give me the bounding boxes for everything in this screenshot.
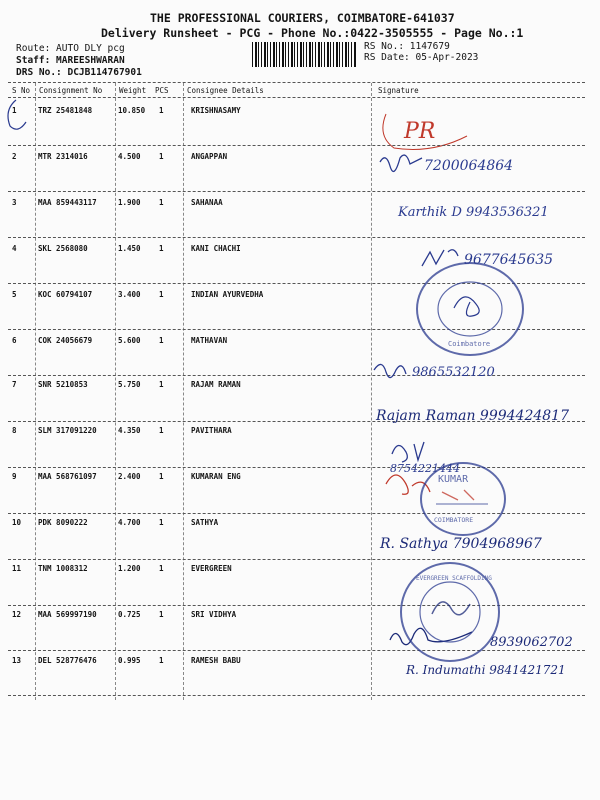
row-sno: 4 xyxy=(12,244,17,253)
row-pcs: 1 xyxy=(159,518,164,527)
row-divider xyxy=(8,237,585,238)
row-weight: 10.850 xyxy=(118,106,146,115)
handwritten-mark xyxy=(2,96,34,136)
header-bottom-rule xyxy=(8,97,585,98)
row-weight: 1.900 xyxy=(118,198,141,207)
table-row xyxy=(0,462,600,518)
rs-date: RS Date: 05-Apr-2023 xyxy=(364,52,479,63)
row-sno: 6 xyxy=(12,336,17,345)
row-consignee: SRI VIDHYA xyxy=(191,610,237,619)
row-pcs: 1 xyxy=(159,336,164,345)
row-weight: 1.200 xyxy=(118,564,141,573)
seal-text: COIMBATORE xyxy=(434,516,474,524)
table-row xyxy=(0,518,600,564)
row-consignment: MAA 569997190 xyxy=(38,610,97,619)
table-top-rule xyxy=(8,82,585,83)
row-consignment: PDK 8090222 xyxy=(38,518,88,527)
row-consignment: SNR 5210853 xyxy=(38,380,88,389)
row-weight: 3.400 xyxy=(118,290,141,299)
row-consignee: KUMARAN ENG xyxy=(191,472,241,481)
row-consignment: MTR 2314016 xyxy=(38,152,88,161)
runsheet-title: Delivery Runsheet - PCG - Phone No.:0422-3505555 - Page No.:1 xyxy=(101,26,524,40)
row-divider xyxy=(8,695,585,696)
row-weight: 5.600 xyxy=(118,336,141,345)
row-pcs: 1 xyxy=(159,610,164,619)
row-sno: 5 xyxy=(12,290,17,299)
signature-text: 9677645635 xyxy=(464,252,554,268)
row-weight: 1.450 xyxy=(118,244,141,253)
row-consignee: PAVITHARA xyxy=(191,426,232,435)
signature-text: PR xyxy=(404,119,436,144)
row-consignee: RAMESH BABU xyxy=(191,656,241,665)
seal-icon xyxy=(418,264,522,354)
seal-text: KUMAR xyxy=(438,474,469,485)
col-sno: S No xyxy=(12,86,31,95)
rs-number: RS No.: 1147679 xyxy=(364,41,450,52)
row-consignee: SATHYA xyxy=(191,518,219,527)
signature-text: 9865532120 xyxy=(412,365,495,380)
row-consignment: TNM 1008312 xyxy=(38,564,88,573)
row-weight: 4.350 xyxy=(118,426,141,435)
signature-text: 7200064864 xyxy=(424,158,514,174)
drs-number: DRS No.: DCJB114767901 xyxy=(16,67,142,78)
row-divider xyxy=(8,375,585,376)
row-consignee: SAHANAA xyxy=(191,198,223,207)
row-weight: 0.725 xyxy=(118,610,141,619)
row-weight: 0.995 xyxy=(118,656,141,665)
row-consignment: DEL 528776476 xyxy=(38,656,97,665)
row-pcs: 1 xyxy=(159,106,164,115)
row-sno: 2 xyxy=(12,152,17,161)
row-divider xyxy=(8,650,585,651)
row-divider xyxy=(8,191,585,192)
row-pcs: 1 xyxy=(159,152,164,161)
row-pcs: 1 xyxy=(159,290,164,299)
staff-label: Staff: MAREESHWARAN xyxy=(16,55,125,66)
company-title: THE PROFESSIONAL COURIERS, COIMBATORE-641037 xyxy=(150,11,455,25)
row-pcs: 1 xyxy=(159,426,164,435)
row-weight: 4.700 xyxy=(118,518,141,527)
row-sno: 11 xyxy=(12,564,22,573)
row-pcs: 1 xyxy=(159,472,164,481)
row-consignee: EVERGREEN xyxy=(191,564,232,573)
row-consignee: ANGAPPAN xyxy=(191,152,228,161)
signature-text: 8754221444 xyxy=(390,462,460,475)
signature-text: Rajam Raman 9994424817 xyxy=(376,408,569,424)
row-sno: 9 xyxy=(12,472,17,481)
row-consignment: COK 24056679 xyxy=(38,336,93,345)
row-sno: 8 xyxy=(12,426,17,435)
row-weight: 5.750 xyxy=(118,380,141,389)
row-sno: 7 xyxy=(12,380,17,389)
row-consignment: KOC 60794107 xyxy=(38,290,93,299)
seal-text: EVERGREEN SCAFFOLDING xyxy=(416,575,492,582)
row-pcs: 1 xyxy=(159,656,164,665)
col-consignment: Consignment No xyxy=(39,86,103,95)
table-row xyxy=(0,564,600,610)
seal-icon xyxy=(402,564,498,660)
signature-text: R. Indumathi 9841421721 xyxy=(406,663,566,677)
row-weight: 4.500 xyxy=(118,152,141,161)
row-pcs: 1 xyxy=(159,198,164,207)
row-weight: 2.400 xyxy=(118,472,141,481)
row-consignee: KRISHNASAMY xyxy=(191,106,241,115)
row-consignee: KANI CHACHI xyxy=(191,244,241,253)
row-consignment: TRZ 25481848 xyxy=(38,106,93,115)
signature-text: R. Sathya 7904968967 xyxy=(380,536,542,552)
row-sno: 1 xyxy=(12,106,17,115)
signature-text: Karthik D 9943536321 xyxy=(398,205,549,220)
kumar-seal xyxy=(420,462,506,536)
evergreen-seal xyxy=(400,562,500,662)
row-sno: 10 xyxy=(12,518,22,527)
row-pcs: 1 xyxy=(159,380,164,389)
row-divider xyxy=(8,559,585,560)
row-divider xyxy=(8,145,585,146)
barcode xyxy=(252,42,356,67)
row-consignee: MATHAVAN xyxy=(191,336,228,345)
col-signature: Signature xyxy=(378,86,419,95)
col-consignee: Consignee Details xyxy=(187,86,264,95)
row-consignee: INDIAN AYURVEDHA xyxy=(191,290,264,299)
route-label: Route: AUTO DLY pcg xyxy=(16,43,125,54)
row-pcs: 1 xyxy=(159,564,164,573)
col-weight: Weight xyxy=(119,86,147,95)
signature-text: 8939062702 xyxy=(490,635,573,650)
row-sno: 12 xyxy=(12,610,22,619)
row-consignment: MAA 568761097 xyxy=(38,472,97,481)
seal-text: Coimbatore xyxy=(448,340,491,348)
row-consignee: RAJAM RAMAN xyxy=(191,380,241,389)
row-pcs: 1 xyxy=(159,244,164,253)
row-consignment: SKL 2568080 xyxy=(38,244,88,253)
seal-icon xyxy=(422,464,504,534)
table-row xyxy=(0,408,600,472)
company-seal xyxy=(416,262,524,356)
row-consignment: SLM 317091220 xyxy=(38,426,97,435)
row-sno: 3 xyxy=(12,198,17,207)
row-consignment: MAA 859443117 xyxy=(38,198,97,207)
row-sno: 13 xyxy=(12,656,22,665)
col-pcs: PCS xyxy=(155,86,169,95)
